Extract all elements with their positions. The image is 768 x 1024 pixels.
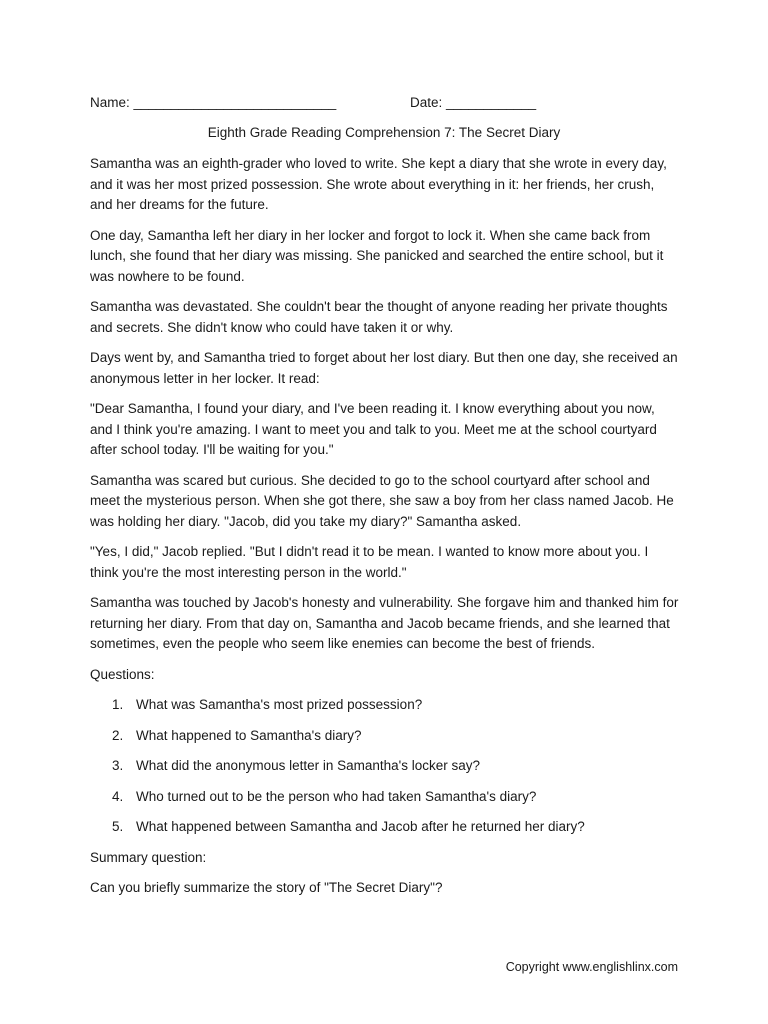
question-item [90,756,680,777]
name-field: Name: ___________________________ [90,95,337,110]
story-paragraph: Samantha was an eighth-grader who loved to write. She kept a diary that she wrote in every day, and it was her most prized possession. She wrote about everything in it: her friends, her crush, and her dreams for the future. [90,156,667,212]
question-number: 3. [112,758,124,773]
question-item [90,726,680,747]
question-number: 4. [112,788,124,804]
story-paragraph: Samantha was touched by Jacob's honesty and vulnerability. She forgave him and thanked him for returning her diary. From that day on, Samantha and Jacob became friends, and she learned that sometimes, even the people who seem like enemies can become the best of friends. [90,595,679,651]
question-text: What was Samantha's most prized possession? [136,697,423,712]
question-text: What happened to Samantha's diary? [136,727,362,743]
question-item [90,695,680,716]
questions-list [90,695,680,838]
story-paragraph: "Dear Samantha, I found your diary, and I've been reading it. I know everything about you now, and I think you're amazing. I want to meet you and talk to you. Meet me at the school courtyard after school today. I'll be waiting for you." [90,401,657,457]
story-paragraph: Samantha was scared but curious. She decided to go to the school courtyard after school and meet the mysterious person. When she got there, she saw a boy from her class named Jacob. He was holding her diary. "Jacob, did you take my diary?" Samantha asked. [90,472,674,529]
date-field: Date: ____________ [410,95,537,110]
header-row [90,94,690,112]
worksheet-title: Eighth Grade Reading Comprehension 7: The Secret Diary [207,125,561,140]
story-paragraph: One day, Samantha left her diary in her locker and forgot to lock it. When she came back from lunch, she found that her diary was missing. She panicked and searched the entire school, but it was nowhere to be found. [90,227,664,284]
question-text: What did the anonymous letter in Samantha's locker say? [136,758,481,773]
summary-heading: Summary question: [90,849,207,865]
question-number: 2. [112,727,124,743]
question-item [90,817,680,838]
question-number: 1. [112,697,124,712]
story-paragraph: Days went by, and Samantha tried to forget about her lost diary. But then one day, she received an anonymous letter in her locker. It read: [90,350,678,386]
question-text: What happened between Samantha and Jacob after he returned her diary? [136,819,585,834]
question-item [90,787,680,808]
worksheet-content [90,154,680,909]
story-paragraph: "Yes, I did," Jacob replied. "But I didn't read it to be mean. I wanted to know more about you. I think you're the most interesting person in the world." [90,544,649,580]
story-paragraph: Samantha was devastated. She couldn't bear the thought of anyone reading her private thoughts and secrets. She didn't know who could have taken it or why. [90,299,668,335]
question-number: 5. [112,819,124,834]
question-text: Who turned out to be the person who had taken Samantha's diary? [136,788,537,804]
questions-heading: Questions: [90,666,155,682]
summary-question: Can you briefly summarize the story of "The Secret Diary"? [90,880,443,895]
copyright-footer: Copyright www.englishlinx.com [505,960,678,974]
